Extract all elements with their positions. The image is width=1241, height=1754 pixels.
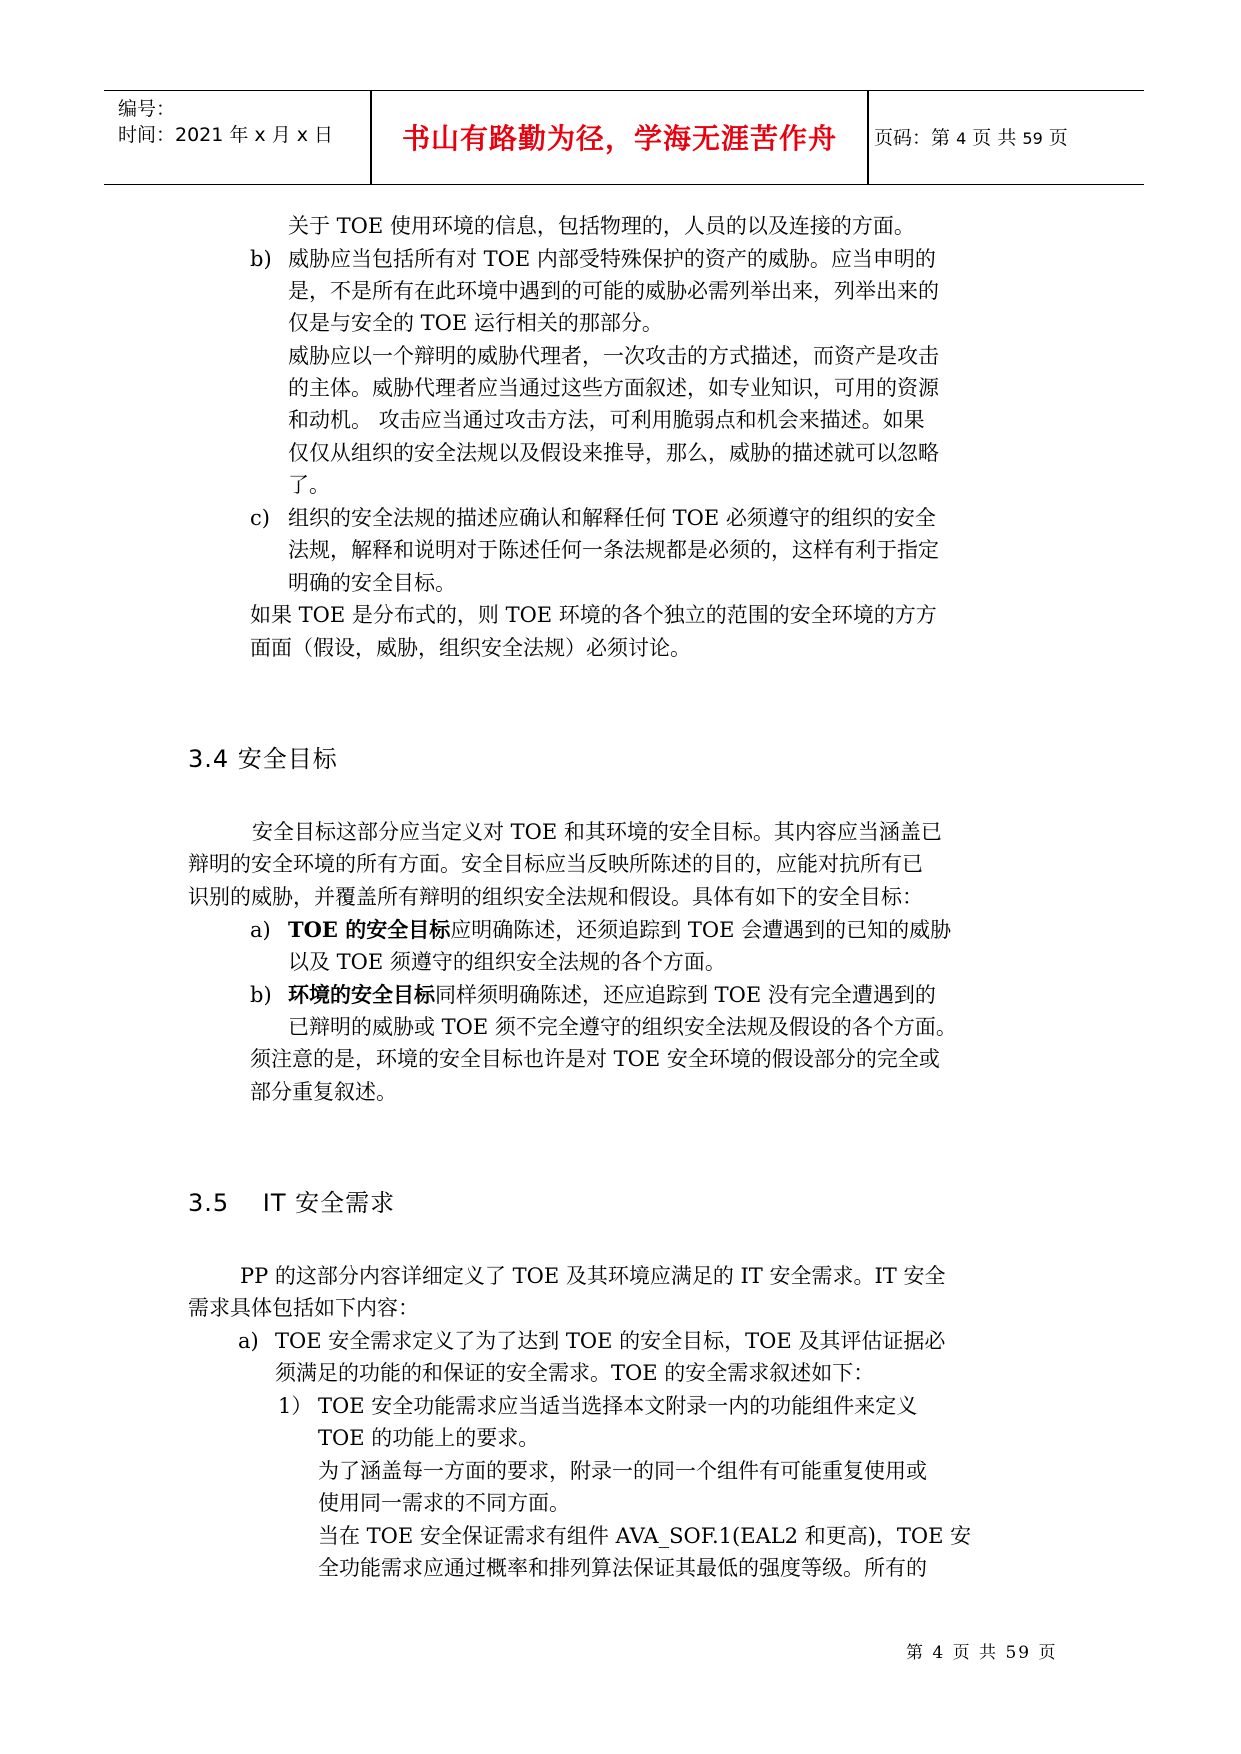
list-marker: a) — [238, 1329, 259, 1353]
body-line: PP 的这部分内容详细定义了 TOE 及其环境应满足的 IT 安全需求。IT 安全 — [240, 1264, 946, 1288]
bold-term: 环境的安全目标 — [288, 982, 435, 1007]
body-line: 部分重复叙述。 — [250, 1080, 397, 1104]
body-line — [288, 980, 936, 1010]
list-marker: c) — [250, 506, 270, 530]
body-line: 关于 TOE 使用环境的信息，包括物理的，人员的以及连接的方面。 — [288, 214, 915, 238]
list-marker: b) — [250, 247, 272, 271]
footer-prefix: 第 — [906, 1643, 925, 1663]
footer-total: 59 — [1005, 1643, 1032, 1663]
body-line: 了。 — [288, 473, 330, 497]
body-line: 安全目标这部分应当定义对 TOE 和其环境的安全目标。其内容应当涵盖已 — [252, 820, 942, 844]
body-line: 须注意的是，环境的安全目标也许是对 TOE 安全环境的假设部分的完全或 — [250, 1047, 940, 1071]
body-line: 的主体。威胁代理者应当通过这些方面叙述，如专业知识，可用的资源 — [288, 376, 939, 400]
body-line: 威胁应当包括所有对 TOE 内部受特殊保护的资产的威胁。应当申明的 — [288, 247, 936, 271]
body-line — [288, 915, 951, 945]
page-footer — [906, 1638, 1058, 1663]
body-line: 辩明的安全环境的所有方面。安全目标应当反映所陈述的目的，应能对抗所有已 — [188, 852, 923, 876]
body-line: TOE 安全功能需求应当适当选择本文附录一内的功能组件来定义 — [318, 1394, 918, 1418]
footer-current: 4 — [932, 1643, 946, 1663]
page-code-total: 59 — [1022, 129, 1043, 148]
page-header — [104, 90, 1144, 185]
bold-term: TOE 的安全目标 — [288, 917, 451, 942]
body-line: TOE 安全需求定义了为了达到 TOE 的安全目标，TOE 及其评估证据必 — [275, 1329, 946, 1353]
section-heading-3-4: 3.4 安全目标 — [188, 745, 338, 773]
body-line: 仅仅从组织的安全法规以及假设来推导，那么，威胁的描述就可以忽略 — [288, 441, 939, 465]
header-page-code — [874, 123, 1068, 150]
page-code-mid: 页 共 — [972, 127, 1017, 149]
footer-mid: 页 共 — [952, 1643, 999, 1663]
body-line: 如果 TOE 是分布式的，则 TOE 环境的各个独立的范围的安全环境的方方 — [250, 603, 937, 627]
list-marker: 1） — [278, 1394, 313, 1418]
body-line: 全功能需求应通过概率和排列算法保证其最低的强度等级。所有的 — [318, 1556, 927, 1580]
body-line: 以及 TOE 须遵守的组织安全法规的各个方面。 — [288, 950, 726, 974]
body-line: 须满足的功能的和保证的安全需求。TOE 的安全需求叙述如下： — [275, 1361, 875, 1385]
page-code-suffix: 页 — [1048, 127, 1068, 149]
list-marker: b) — [250, 983, 272, 1007]
number-label: 编号： — [118, 98, 176, 120]
body-line: 面面（假设，威胁，组织安全法规）必须讨论。 — [250, 636, 691, 660]
body-line: 法规，解释和说明对于陈述任何一条法规都是必须的，这样有利于指定 — [288, 538, 939, 562]
header-motto: 书山有路勤为径，学海无涯苦作舟 — [401, 122, 837, 155]
page-code-prefix: 页码：第 — [874, 127, 951, 149]
body-line: 明确的安全目标。 — [288, 571, 456, 595]
body-line: 是，不是所有在此环境中遇到的可能的威胁必需列举出来，列举出来的 — [288, 279, 939, 303]
body-line: TOE 的功能上的要求。 — [318, 1426, 540, 1450]
body-line: 需求具体包括如下内容： — [188, 1296, 419, 1320]
body-line: 为了涵盖每一方面的要求，附录一的同一个组件有可能重复使用或 — [318, 1459, 927, 1483]
body-text: 应明确陈述，还须追踪到 TOE 会遭遇到的已知的威胁 — [450, 918, 952, 942]
section-heading-3-5: 3.5 IT 安全需求 — [188, 1189, 396, 1217]
body-line: 当在 TOE 安全保证需求有组件 AVA_SOF.1(EAL2 和更高)，TOE 安 — [318, 1524, 972, 1548]
body-line: 识别的威胁，并覆盖所有辩明的组织安全法规和假设。具体有如下的安全目标： — [188, 885, 923, 909]
header-divider-right — [867, 91, 869, 184]
body-line: 威胁应以一个辩明的威胁代理者，一次攻击的方式描述，而资产是攻击 — [288, 344, 939, 368]
body-line: 组织的安全法规的描述应确认和解释任何 TOE 必须遵守的组织的安全 — [288, 506, 936, 530]
body-text: 同样须明确陈述，还应追踪到 TOE 没有完全遭遇到的 — [435, 983, 936, 1007]
time-label: 时间：2021 年 x 月 x 日 — [118, 124, 334, 146]
page-code-current: 4 — [956, 129, 967, 148]
footer-suffix: 页 — [1038, 1643, 1058, 1663]
body-line: 仅是与安全的 TOE 运行相关的那部分。 — [288, 311, 663, 335]
list-marker: a) — [250, 918, 271, 942]
body-line: 和动机。 攻击应当通过攻击方法，可利用脆弱点和机会来描述。如果 — [288, 408, 925, 432]
body-line: 使用同一需求的不同方面。 — [318, 1491, 570, 1515]
body-line: 已辩明的威胁或 TOE 须不完全遵守的组织安全法规及假设的各个方面。 — [288, 1015, 957, 1039]
